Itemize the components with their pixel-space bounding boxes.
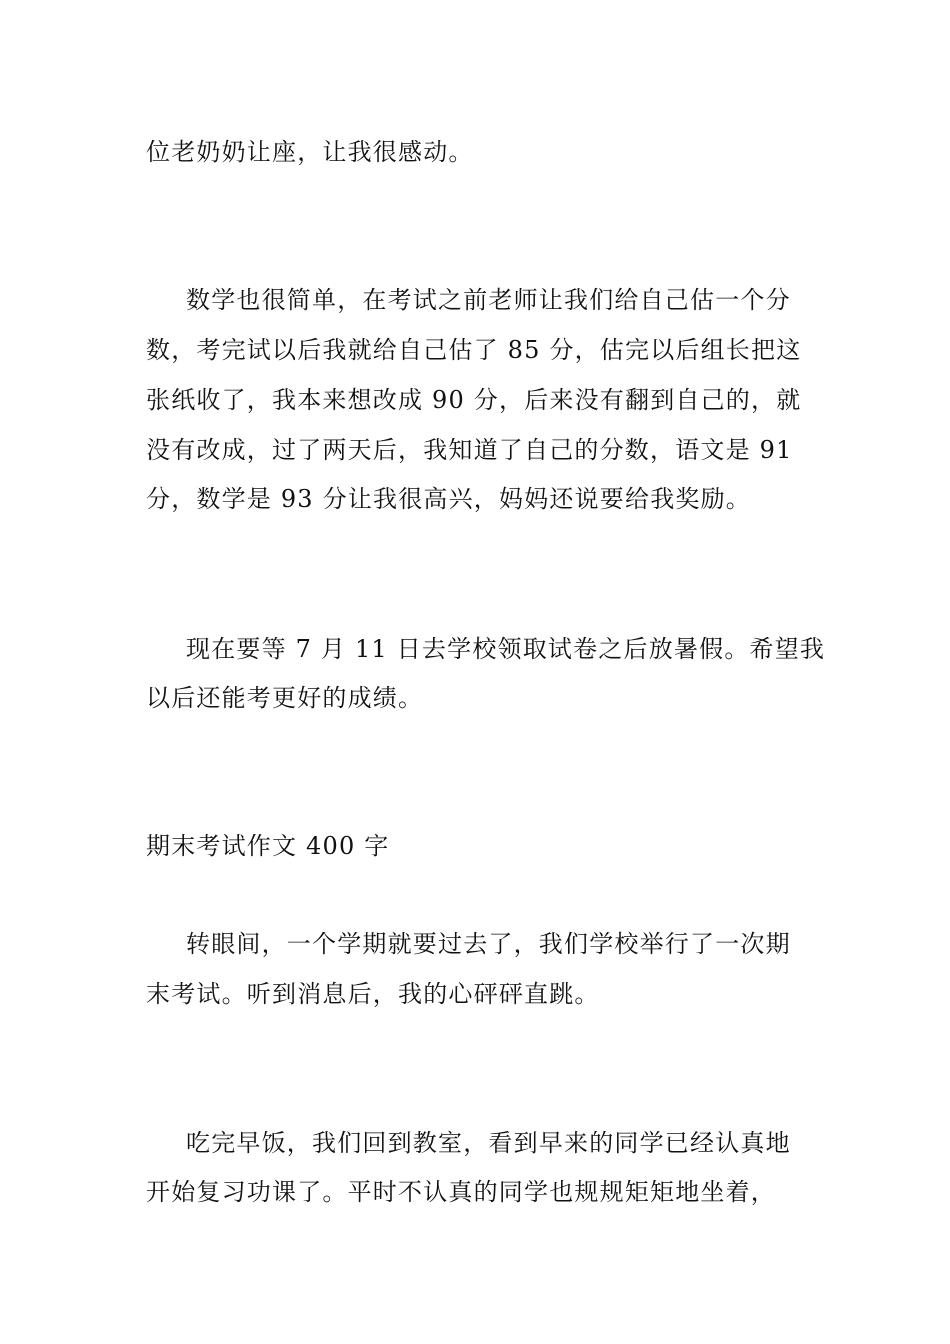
paragraph-line: 张纸收了，我本来想改成 90 分，后来没有翻到自己的，就 [146,386,802,414]
paragraph-line: 转眼间，一个学期就要过去了，我们学校举行了一次期 [186,930,791,958]
paragraph-line: 位老奶奶让座，让我很感动。 [146,138,474,166]
section-title: 期末考试作文 400 字 [146,832,390,860]
paragraph-line: 没有改成，过了两天后，我知道了自己的分数，语文是 91 [146,436,793,464]
paragraph-line: 末考试。听到消息后，我的心砰砰直跳。 [146,980,600,1008]
paragraph-line: 数学也很简单，在考试之前老师让我们给自己估一个分 [186,286,791,314]
paragraph-line: 现在要等 7 月 11 日去学校领取试卷之后放暑假。希望我 [186,635,826,663]
paragraph-line: 以后还能考更好的成绩。 [146,684,424,712]
paragraph-line: 开始复习功课了。平时不认真的同学也规规矩矩地坐着， [146,1178,776,1206]
paragraph-line: 吃完早饭，我们回到教室，看到早来的同学已经认真地 [186,1129,791,1157]
paragraph-line: 数，考完试以后我就给自己估了 85 分，估完以后组长把这 [146,336,802,364]
paragraph-line: 分，数学是 93 分让我很高兴，妈妈还说要给我奖励。 [146,485,751,513]
